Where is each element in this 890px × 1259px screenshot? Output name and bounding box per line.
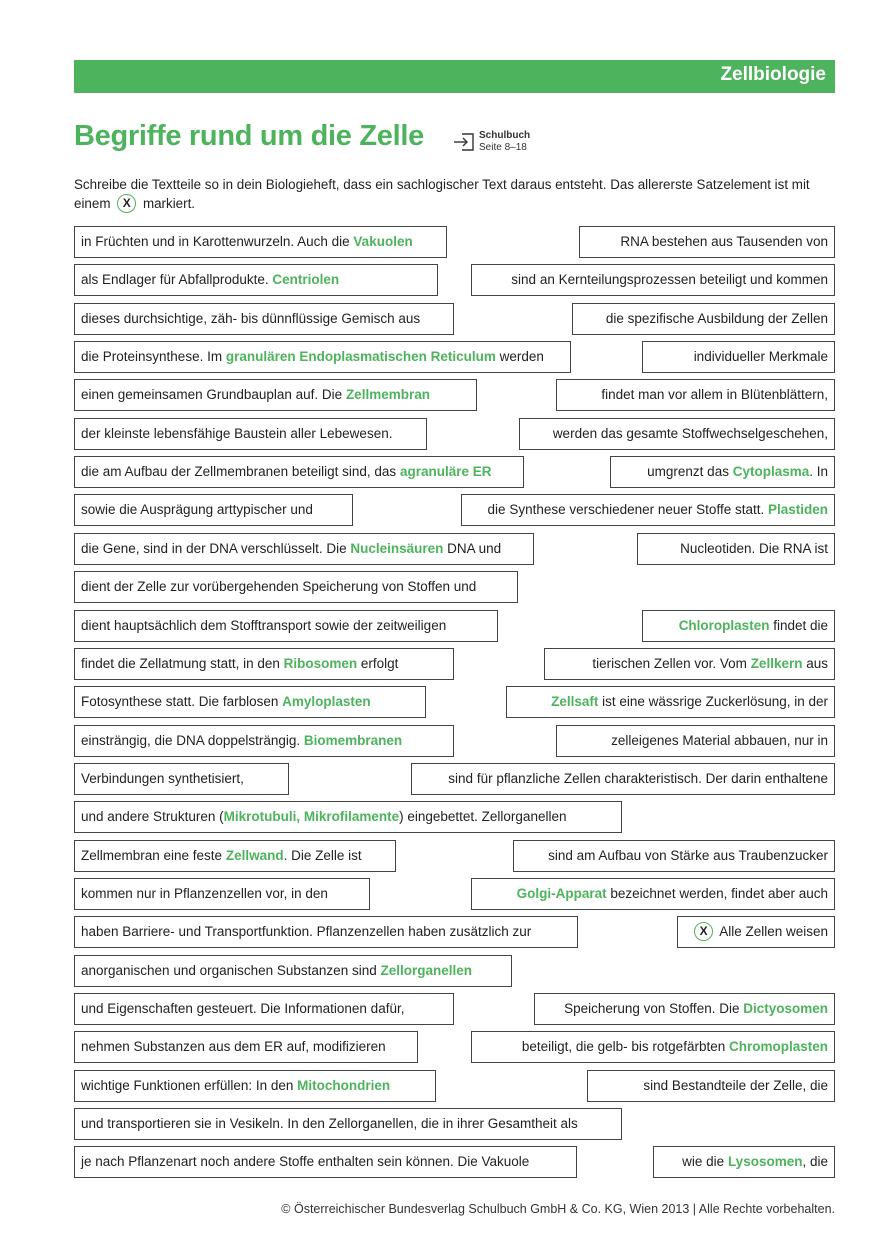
strip-text: findet man vor allem in Blütenblättern, xyxy=(601,387,828,402)
text-strip[interactable] xyxy=(411,763,835,795)
text-strip[interactable] xyxy=(642,341,835,373)
text-strip[interactable] xyxy=(74,379,477,411)
text-strip[interactable] xyxy=(677,916,835,948)
strip-text: in Früchten und in Karottenwurzeln. Auch die xyxy=(81,234,354,249)
text-strip[interactable] xyxy=(74,226,447,258)
text-strip[interactable] xyxy=(513,840,835,872)
strip-term: Zellmembran xyxy=(345,387,430,402)
strip-text: die Gene, sind in der DNA verschlüsselt. Die xyxy=(81,541,351,556)
strip-text: erfolgt xyxy=(357,656,399,671)
strip-term: Nucleinsäuren xyxy=(350,541,444,556)
strip-text: werden das gesamte Stoffwechselgeschehen, xyxy=(552,426,828,441)
strip-text: und transportieren sie in Vesikeln. In den Zellorganellen, die in ihrer Gesamtheit als xyxy=(81,1116,578,1131)
strip-text: nehmen Substanzen aus dem ER auf, modifizieren xyxy=(81,1039,386,1054)
strip-text: die Proteinsynthese. Im xyxy=(81,349,226,364)
strip-text: sind Bestandteile der Zelle, die xyxy=(643,1078,828,1093)
strip-text: die spezifische Ausbildung der Zellen xyxy=(605,311,828,326)
strip-text: und andere Strukturen ( xyxy=(81,809,224,824)
strip-text: einen gemeinsamen Grundbauplan auf. Die xyxy=(81,387,346,402)
strip-text: , die xyxy=(802,1154,828,1169)
strip-text: findet die xyxy=(769,618,828,633)
strip-text: als Endlager für Abfallprodukte. xyxy=(81,272,273,287)
start-mark-icon: X xyxy=(694,922,713,941)
text-strip[interactable] xyxy=(74,494,353,526)
strip-text: tierischen Zellen vor. Vom xyxy=(592,656,751,671)
strip-term: Plastiden xyxy=(767,502,828,517)
text-strip[interactable] xyxy=(534,993,835,1025)
strip-text: DNA und xyxy=(443,541,502,556)
text-strip[interactable] xyxy=(74,341,571,373)
text-strip[interactable] xyxy=(519,418,835,450)
text-strip[interactable] xyxy=(461,494,835,526)
strip-text: je nach Pflanzenart noch andere Stoffe enthalten sein können. Die Vakuole xyxy=(81,1154,530,1169)
instruction-after: markiert. xyxy=(142,196,196,211)
text-strip[interactable] xyxy=(74,993,454,1025)
text-strip[interactable] xyxy=(556,379,835,411)
strip-text: dient hauptsächlich dem Stofftransport sowie der zeitweiligen xyxy=(81,618,447,633)
strip-text: aus xyxy=(802,656,828,671)
strip-text: . Die Zelle ist xyxy=(283,848,362,863)
text-strip[interactable] xyxy=(74,533,534,565)
strip-term: Zellorganellen xyxy=(380,963,472,978)
strip-text: Speicherung von Stoffen. Die xyxy=(564,1001,744,1016)
strip-term: Mikrotubuli, Mikrofilamente xyxy=(223,809,400,824)
text-strip[interactable] xyxy=(74,763,289,795)
strip-text: RNA bestehen aus Tausenden von xyxy=(620,234,828,249)
strip-text: Nucleotiden. Die RNA ist xyxy=(680,541,828,556)
text-strip[interactable] xyxy=(74,456,524,488)
text-strip[interactable] xyxy=(610,456,835,488)
strip-text: einsträngig, die DNA doppelsträngig. xyxy=(81,733,304,748)
strip-text: ist eine wässrige Zuckerlösung, in der xyxy=(598,694,828,709)
book-reference-pages: Seite 8–18 xyxy=(479,142,527,153)
strip-text: zelleigenes Material abbauen, nur in xyxy=(611,733,828,748)
strip-term: agranuläre ER xyxy=(399,464,492,479)
strip-term: Dictyosomen xyxy=(743,1001,828,1016)
text-strip[interactable] xyxy=(74,840,396,872)
text-strip[interactable] xyxy=(471,264,835,296)
strip-text: Alle Zellen weisen xyxy=(719,924,828,939)
strip-text: kommen nur in Pflanzenzellen vor, in den xyxy=(81,886,328,901)
strip-text: dient der Zelle zur vorübergehenden Speicherung von Stoffen und xyxy=(81,579,477,594)
book-reference-label: Schulbuch xyxy=(479,130,531,141)
strip-term: Zellkern xyxy=(750,656,803,671)
strip-term: Zellwand xyxy=(225,848,284,863)
text-strip[interactable] xyxy=(74,1108,622,1140)
copyright-footer: © Österreichischer Bundesverlag Schulbuch GmbH & Co. KG, Wien 2013 | Alle Rechte vorbehalten. xyxy=(281,1202,835,1216)
text-strip[interactable] xyxy=(74,686,426,718)
text-strip[interactable] xyxy=(74,1146,577,1178)
text-strip[interactable] xyxy=(74,1070,436,1102)
text-strip[interactable] xyxy=(471,878,835,910)
strip-term: Amyloplasten xyxy=(282,694,371,709)
text-strip[interactable] xyxy=(74,571,518,603)
strip-text: sind an Kernteilungsprozessen beteiligt und kommen xyxy=(511,272,828,287)
text-strip[interactable] xyxy=(74,418,427,450)
strip-term: Mitochondrien xyxy=(297,1078,391,1093)
strip-term: Chromoplasten xyxy=(728,1039,828,1054)
text-strip[interactable] xyxy=(74,648,454,680)
text-strip[interactable] xyxy=(74,264,438,296)
strip-text: bezeichnet werden, findet aber auch xyxy=(606,886,828,901)
strip-term: Zellsaft xyxy=(551,694,599,709)
strip-text: anorganischen und organischen Substanzen sind xyxy=(81,963,381,978)
text-strip[interactable] xyxy=(642,610,835,642)
strip-text: ) eingebettet. Zellorganellen xyxy=(399,809,567,824)
strip-term: Lysosomen xyxy=(727,1154,803,1169)
page-title: Begriffe rund um die Zelle xyxy=(74,120,424,152)
strip-text: Fotosynthese statt. Die farblosen xyxy=(81,694,283,709)
strip-text: beteiligt, die gelb- bis rotgefärbten xyxy=(521,1039,729,1054)
text-strip[interactable] xyxy=(653,1146,835,1178)
strip-text: und Eigenschaften gesteuert. Die Informationen dafür, xyxy=(81,1001,405,1016)
text-strip[interactable] xyxy=(506,686,835,718)
text-strip[interactable] xyxy=(572,303,835,335)
text-strip[interactable] xyxy=(74,878,370,910)
strip-text: . In xyxy=(809,464,828,479)
instruction-before: Schreibe die Textteile so in dein Biologieheft, dass ein sachlogischer Text daraus entsteht. Das allererste Satzelement ist mit einem xyxy=(74,177,810,211)
strip-text: haben Barriere- und Transportfunktion. Pflanzenzellen haben zusätzlich zur xyxy=(81,924,532,939)
section-title: Zellbiologie xyxy=(720,64,826,85)
strip-term: Biomembranen xyxy=(303,733,403,748)
text-strip[interactable] xyxy=(544,648,835,680)
text-strip[interactable] xyxy=(587,1070,835,1102)
strip-text: der kleinste lebensfähige Baustein aller Lebewesen. xyxy=(81,426,393,441)
text-strip[interactable] xyxy=(74,1031,418,1063)
text-strip[interactable] xyxy=(471,1031,835,1063)
strip-text: sowie die Ausprägung arttypischer und xyxy=(81,502,313,517)
strip-term: Chloroplasten xyxy=(678,618,770,633)
strip-term: Ribosomen xyxy=(283,656,358,671)
strip-term: Cytoplasma xyxy=(732,464,810,479)
strip-term: Centriolen xyxy=(272,272,340,287)
strip-text: wichtige Funktionen erfüllen: In den xyxy=(81,1078,298,1093)
text-strip[interactable] xyxy=(74,801,622,833)
strip-text: Zellmembran eine feste xyxy=(81,848,226,863)
strip-text: findet die Zellatmung statt, in den xyxy=(81,656,284,671)
strip-text: die Synthese verschiedener neuer Stoffe statt. xyxy=(487,502,768,517)
start-mark-icon: X xyxy=(117,194,136,213)
strip-text: umgrenzt das xyxy=(647,464,733,479)
strip-term: Golgi-Apparat xyxy=(516,886,607,901)
text-strip[interactable] xyxy=(556,725,835,757)
text-strip[interactable] xyxy=(637,533,835,565)
text-strip[interactable] xyxy=(74,725,454,757)
strip-text: Verbindungen synthetisiert, xyxy=(81,771,244,786)
strip-text: wie die xyxy=(682,1154,728,1169)
strip-text: individueller Merkmale xyxy=(693,349,828,364)
strip-text: sind für pflanzliche Zellen charakteristisch. Der darin enthaltene xyxy=(448,771,828,786)
text-strip[interactable] xyxy=(74,916,578,948)
strip-text: dieses durchsichtige, zäh- bis dünnflüssige Gemisch aus xyxy=(81,311,421,326)
text-strip[interactable] xyxy=(74,955,512,987)
strip-term: Vakuolen xyxy=(353,234,413,249)
strip-text: werden xyxy=(495,349,544,364)
strip-text: die am Aufbau der Zellmembranen beteiligt sind, das xyxy=(81,464,400,479)
text-strip[interactable] xyxy=(579,226,835,258)
strip-text: sind am Aufbau von Stärke aus Traubenzucker xyxy=(548,848,828,863)
text-strip[interactable] xyxy=(74,610,498,642)
strip-term: granulären Endoplasmatischen Reticulum xyxy=(225,349,496,364)
text-strip[interactable] xyxy=(74,303,454,335)
